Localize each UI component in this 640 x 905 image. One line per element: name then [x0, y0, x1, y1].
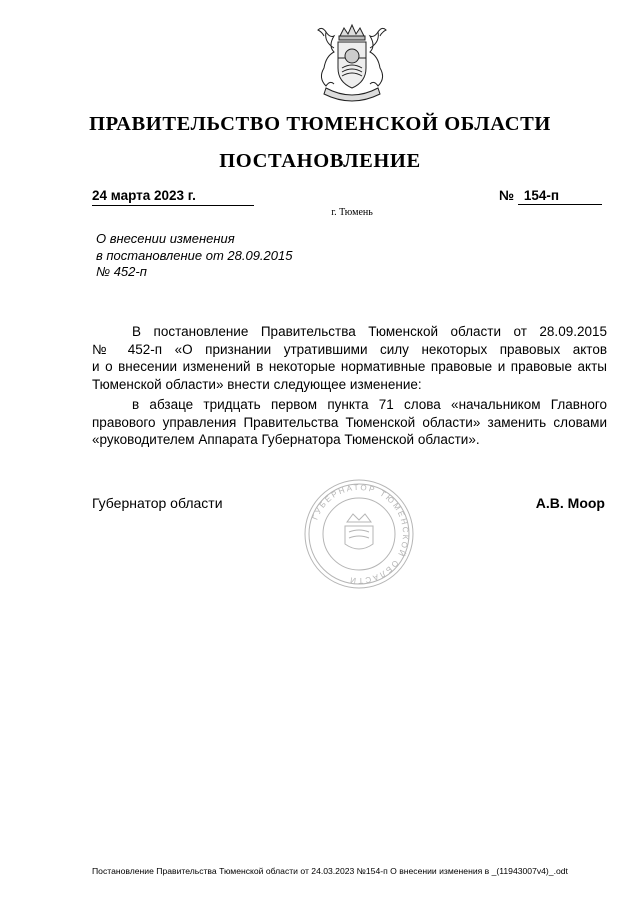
svg-text:ГУБЕРНАТОР ТЮМЕНСКОЙ ОБЛАСТИ: ГУБЕРНАТОР ТЮМЕНСКОЙ ОБЛАСТИ: [310, 482, 411, 586]
paragraph-line: в абзаце тридцать первом пункта 71 слова «начальником Главного: [132, 397, 607, 412]
paragraph-line: Тюменской области» внести следующее изменение:: [92, 376, 422, 392]
document-number: [499, 188, 602, 205]
paragraph-line: и о внесении изменений в некоторые нормативные правовые и правовые акты: [92, 359, 607, 374]
number-value: 154-п: [518, 188, 602, 205]
signatory-name: А.В. Моор: [535, 495, 605, 511]
subject-line: в постановление от 28.09.2015: [96, 247, 293, 263]
signatory-role: Губернатор области: [92, 495, 223, 511]
subject: [96, 231, 292, 281]
document-date: 24 марта 2023 г.: [92, 188, 254, 206]
paragraph-line: правового управления Правительства Тюменской области» заменить словами: [92, 414, 607, 430]
city: г. Тюмень: [331, 207, 373, 218]
paragraph-line: В постановление Правительства Тюменской области от 28.09.2015: [132, 324, 607, 339]
body-paragraph-1: [92, 323, 607, 393]
number-label: №: [499, 188, 515, 203]
paragraph-line: № 452-п «О признании утратившими силу некоторых правовых актов: [92, 341, 607, 357]
body-paragraph-2: [92, 396, 607, 449]
organization-title: ПРАВИТЕЛЬСТВО ТЮМЕНСКОЙ ОБЛАСТИ: [89, 113, 551, 135]
document-type: ПОСТАНОВЛЕНИЕ: [219, 150, 421, 172]
coat-of-arms-icon: [304, 22, 400, 106]
official-seal-icon: [303, 478, 415, 590]
subject-line: № 452-п: [96, 264, 147, 279]
document-footer: Постановление Правительства Тюменской области от 24.03.2023 №154-п О внесении изменения в _(11943007v4)_.odt: [92, 866, 568, 876]
subject-line: О внесении изменения: [96, 231, 235, 246]
paragraph-line: «руководителем Аппарата Губернатора Тюменской области».: [92, 432, 480, 447]
